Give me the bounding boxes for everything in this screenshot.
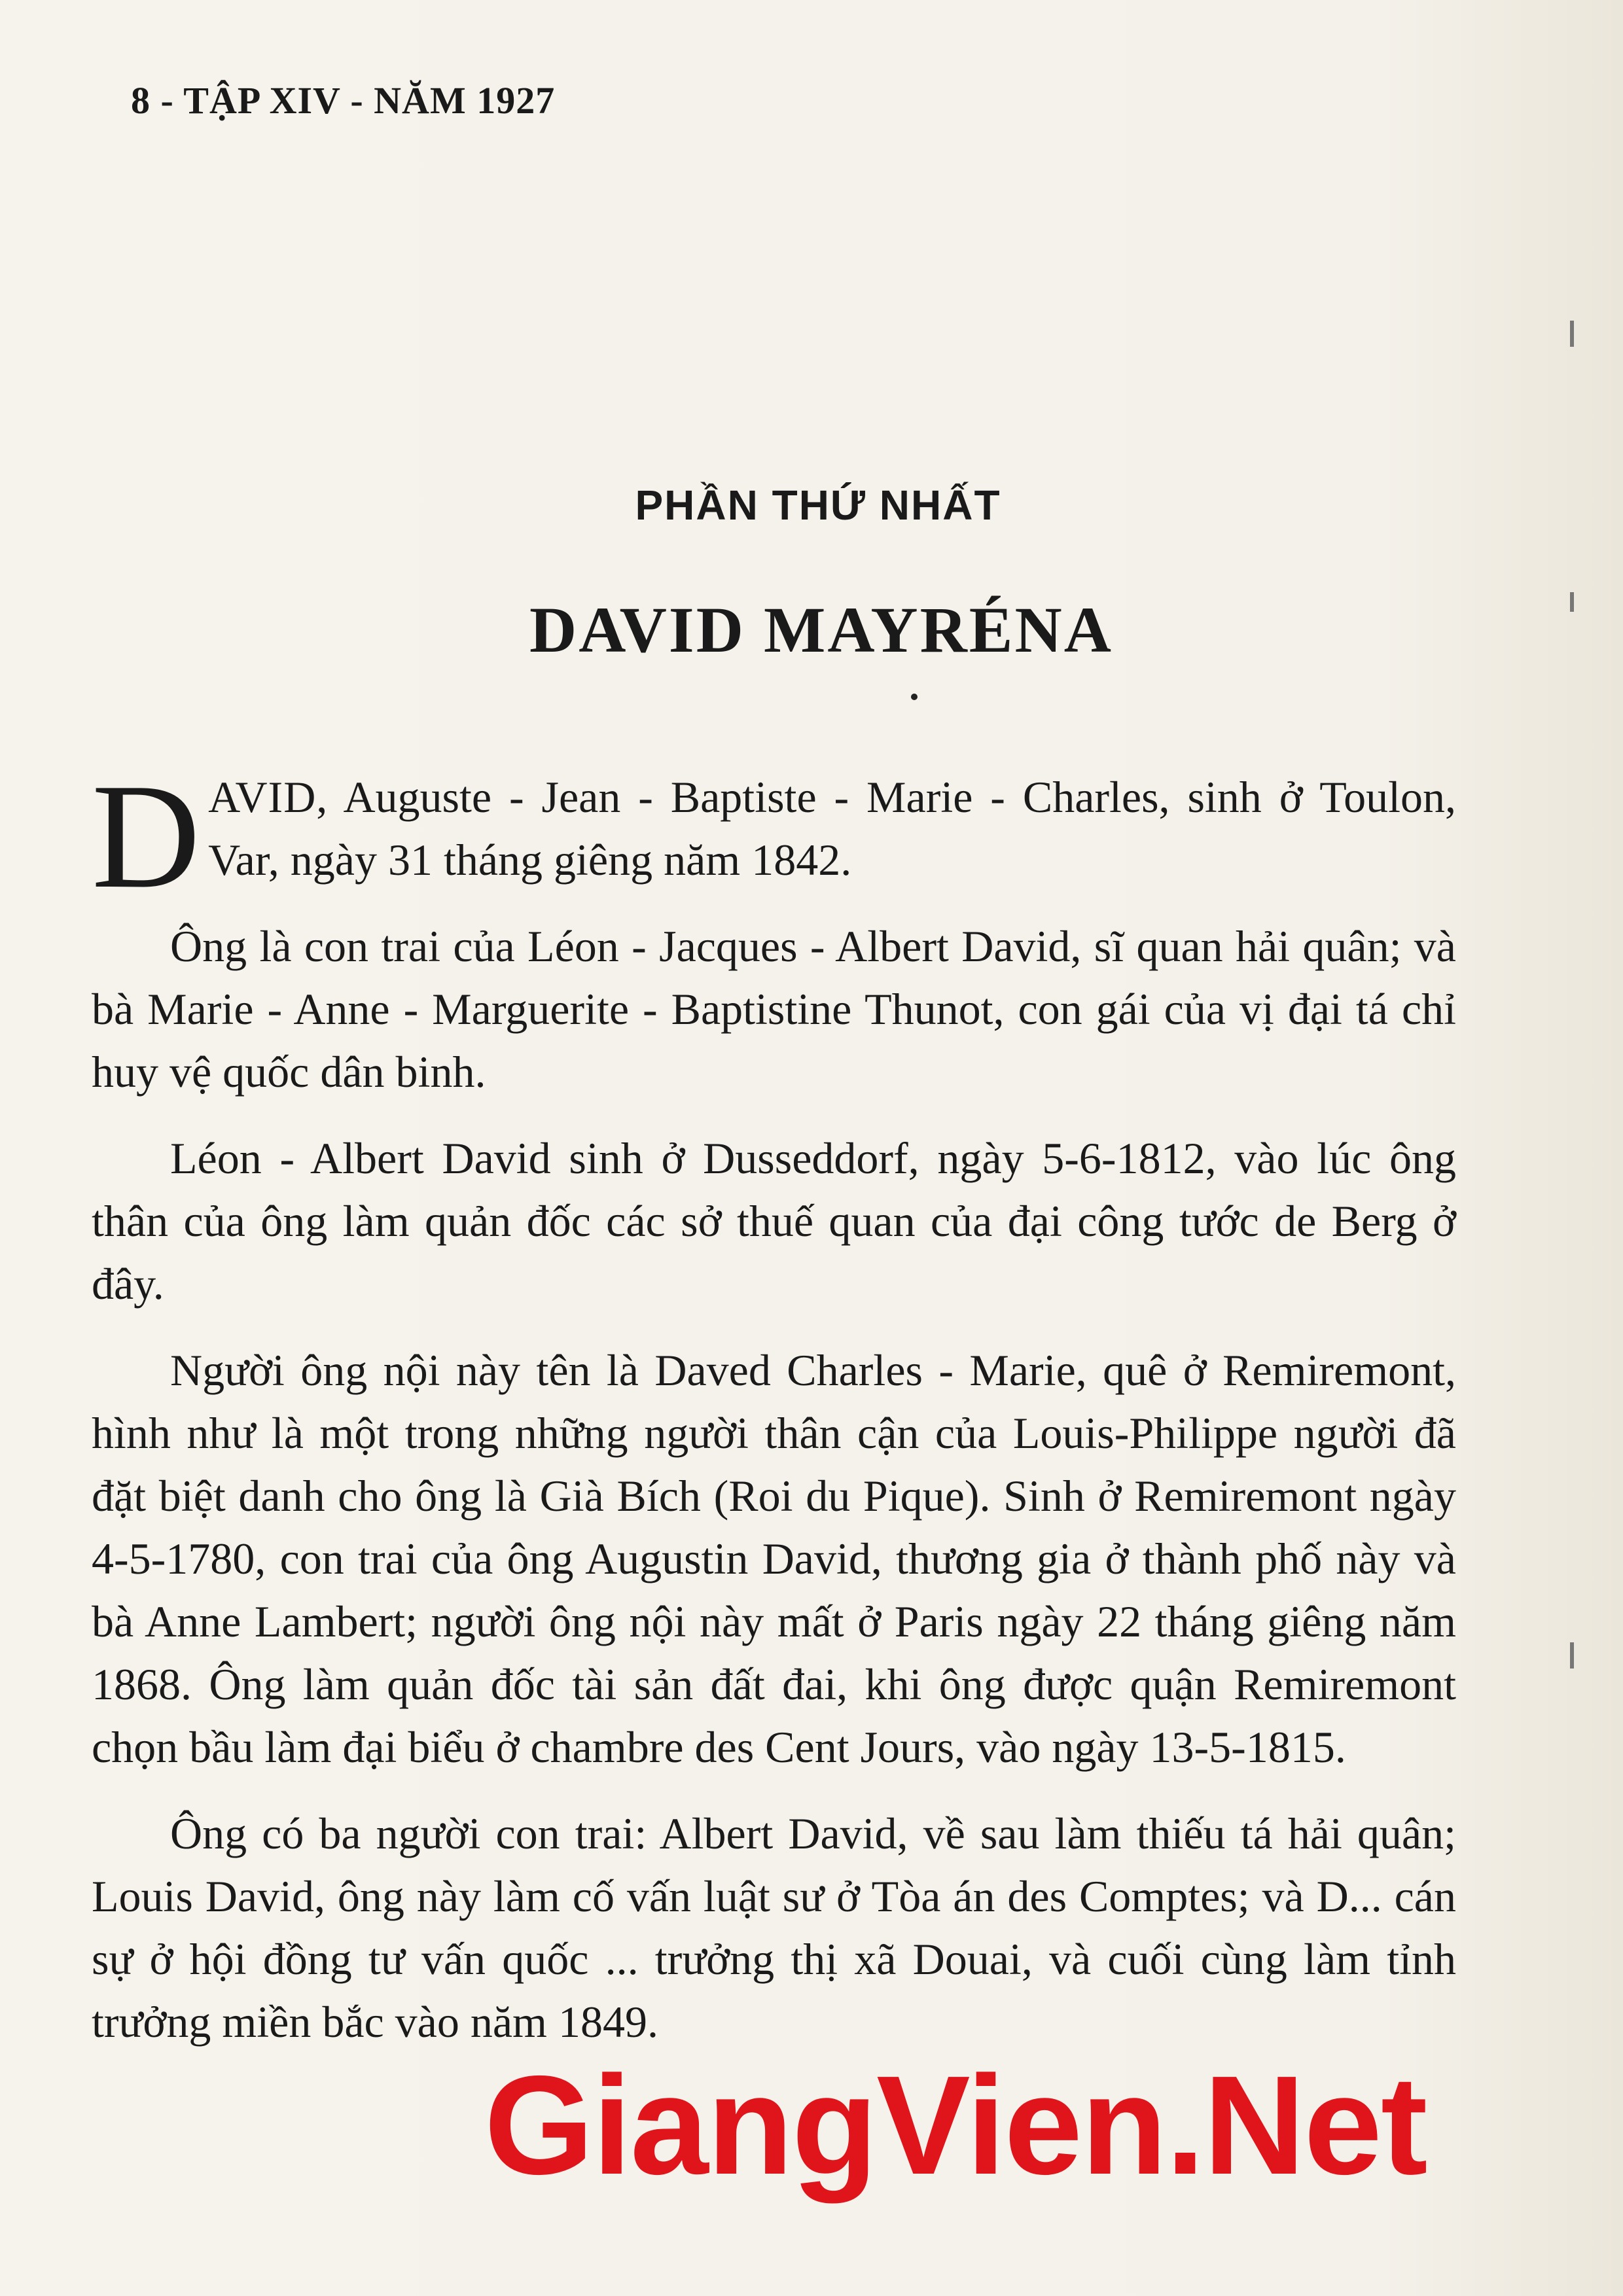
paragraph-2: Ông là con trai của Léon - Jacques - Albert David, sĩ quan hải quân; và bà Marie - Anne - Marguerite - Baptistine Thunot, con gái của vị đại tá chỉ huy vệ quốc dân binh.	[92, 921, 1456, 1097]
edge-mark	[1570, 1642, 1574, 1669]
first-word: AVID,	[208, 772, 329, 822]
drop-cap: D	[92, 752, 201, 919]
paragraph-3: Léon - Albert David sinh ở Dusseddorf, ngày 5-6-1812, vào lúc ông thân của ông làm quản đốc các sở thuế quan của đại công tước de Berg ở đây.	[92, 1133, 1456, 1309]
chapter-title: DAVID MAYRÉNA	[529, 593, 1113, 666]
part-label: PHẦN THỨ NHẤT	[635, 482, 1001, 529]
edge-mark	[1570, 592, 1574, 612]
paragraph-1-text: Auguste - Jean - Baptiste - Marie - Charles, sinh ở Toulon, Var, ngày 31 tháng giêng năm 1842.	[208, 772, 1456, 885]
paragraph-4: Người ông nội này tên là Daved Charles - Marie, quê ở Remiremont, hình như là một trong những người thân cận của Louis-Philippe người đã đặt biệt danh cho ông là Già Bích (Roi du Pique). Sinh ở Remiremont ngày 4-5-1780, con trai của ông Augustin David, thương gia ở thành phố này và bà Anne Lambert; người ông nội này mất ở Paris ngày 22 tháng giêng năm 1868. Ông làm quản đốc tài sản đất đai, khi ông được quận Remiremont chọn bầu làm đại biểu ở chambre des Cent Jours, vào ngày 13-5-1815.	[92, 1345, 1456, 1772]
watermark-logo: GiangVien.Net	[484, 2046, 1427, 2204]
body-text	[92, 752, 1456, 2077]
paragraph-5: Ông có ba người con trai: Albert David, về sau làm thiếu tá hải quân; Louis David, ông này làm cố vấn luật sư ở Tòa án des Comptes; và D... cán sự ở hội đồng tư vấn quốc ... trưởng thị xã Douai, và cuối cùng làm tỉnh trưởng miền bắc vào năm 1849.	[92, 1809, 1456, 2047]
ornament-dot	[911, 694, 918, 700]
paragraph-1	[92, 752, 1456, 919]
edge-mark	[1570, 321, 1574, 347]
running-header: 8 - TẬP XIV - NĂM 1927	[131, 79, 556, 122]
